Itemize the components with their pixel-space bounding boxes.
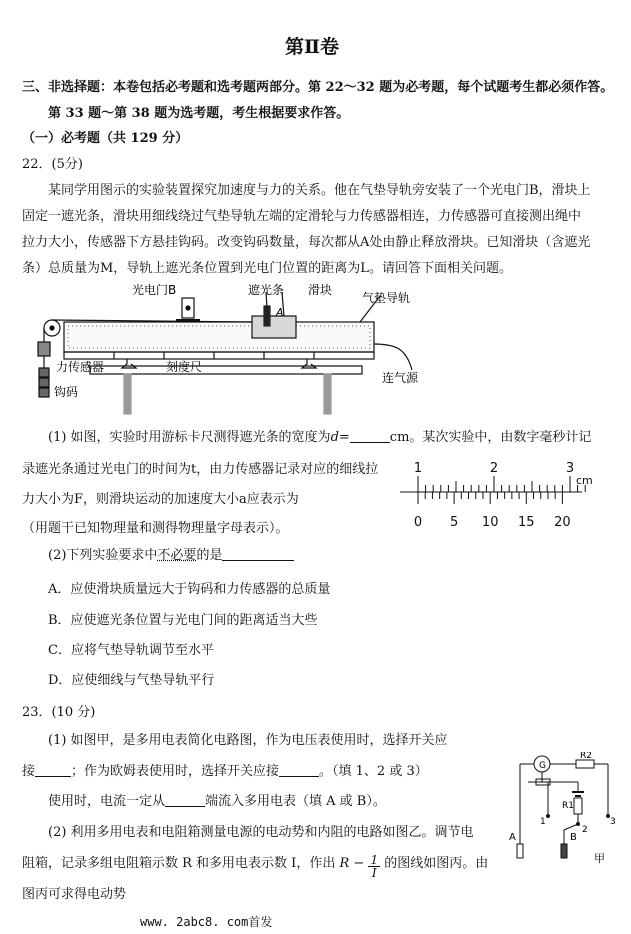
q22-part1-line: (1) 如图，实验时用游标卡尺测得遮光条的宽度为d= cm。某次实验中，由数字毫秒计记: [48, 430, 592, 445]
air-hose: [374, 344, 412, 370]
resistor-r1: [574, 798, 582, 814]
q23-part2-line: (2) 利用多用电表和电阻箱测量电源的电动势和内阻的电路如图乙。调节电: [48, 825, 474, 840]
label-r2: R2: [580, 752, 592, 761]
label-strip: 遮光条: [248, 283, 285, 297]
label-a: A: [509, 832, 516, 843]
label-air: 连气源: [382, 371, 419, 385]
q22-part1-line: （用题干已知物理量和测得物理量字母表示）。: [22, 521, 289, 536]
fraction-one-over-i: $\frac{1}{I}$: [370, 853, 379, 880]
table-top: [90, 366, 362, 374]
answer-blank-terminal[interactable]: [165, 794, 205, 807]
subsection-heading: （一）必考题（共 129 分）: [22, 131, 189, 146]
label-gate: 光电门B: [132, 283, 177, 297]
label-ruler: 刻度尺: [166, 360, 203, 374]
answer-blank-ohmmeter[interactable]: [279, 764, 319, 777]
main-scale-label: 1: [413, 461, 423, 476]
vernier-label: 15: [518, 515, 535, 530]
label-r1: R1: [562, 801, 574, 811]
circuit-caption: 甲: [594, 852, 605, 865]
slider-block: [252, 316, 296, 338]
q22-part1-line: 力大小为F，则滑块运动的加速度大小a应表示为: [22, 492, 299, 507]
q23-part2-line: 阻箱，记录多组电阻箱示数 R 和多用电表示数 I，作出 R − $\frac{1}{I}$ 的图线如图丙。由: [22, 853, 489, 880]
q22-para-line: 条）总质量为M，导轨上遮光条位置到光电门位置的距离为L。请回答下面相关问题。: [22, 261, 512, 276]
weight: [39, 378, 49, 387]
label-b: B: [570, 832, 577, 843]
page-title: 第Ⅱ卷: [285, 36, 340, 58]
option-d: D．应使细线与气垫导轨平行: [48, 673, 215, 688]
q22-para-line: 固定一遮光条，滑块用细线绕过气垫导轨左端的定滑轮与力传感器相连，力传感器可直接测出绳中: [22, 209, 582, 224]
option-c: C．应将气垫导轨调节至水平: [48, 643, 214, 658]
label-n3: 3: [610, 817, 616, 827]
support-right: [302, 359, 316, 368]
q23-heading: 23．(10 分): [22, 705, 96, 720]
force-sensor: [38, 342, 50, 356]
selector-switch: [564, 824, 578, 830]
circuit-diagram: [508, 752, 618, 872]
label-slider: 滑块: [308, 283, 333, 297]
resistor-r2: [576, 760, 594, 768]
q23-part2-line: 图丙可求得电动势: [22, 887, 127, 902]
support-left: [122, 359, 136, 368]
label-n2: 2: [582, 825, 588, 835]
q23-part1-line: 接 ；作为欧姆表使用时，选择开关应接 。（填 1、2 或 3）: [22, 764, 428, 779]
weight: [39, 368, 49, 377]
q22-part1-line: 录遮光条通过光电门的时间为t，由力传感器记录对应的细线拉: [22, 462, 379, 477]
label-g: G: [539, 761, 546, 771]
ruler-bar: [64, 352, 374, 359]
vernier-label: 20: [554, 515, 571, 530]
main-scale-unit: cm: [576, 474, 593, 487]
q22-heading: 22．(5分): [22, 157, 83, 172]
vernier-label: 10: [481, 515, 499, 530]
footer-watermark: www. 2abc8. com首发: [140, 915, 273, 929]
light-strip: [264, 306, 270, 326]
probe-b: [561, 844, 567, 858]
label-point-a: A: [276, 306, 284, 319]
probe-a: [517, 844, 523, 858]
label-sensor: 力传感器: [56, 360, 105, 374]
answer-blank-part2[interactable]: [222, 548, 294, 561]
main-scale-label: 2: [489, 461, 499, 476]
label-track: 气垫导轨: [362, 291, 411, 305]
apparatus-diagram: [20, 278, 440, 418]
q23-part1-line: 使用时，电流一定从 端流入多用电表（填 A 或 B）。: [48, 794, 386, 809]
q22-part2: (2)下列实验要求中不必要的是: [48, 548, 294, 564]
answer-blank-voltmeter[interactable]: [35, 764, 71, 777]
main-scale-label: 3: [565, 461, 575, 476]
label-weights: 钩码: [54, 385, 79, 399]
answer-blank-d[interactable]: [350, 430, 390, 443]
vernier-label: 5: [449, 515, 459, 530]
q23-part1-line: (1) 如图甲，是多用电表简化电路图，作为电压表使用时，选择开关应: [48, 733, 448, 748]
air-track: [64, 322, 374, 352]
section-heading: 三、非选择题：本卷包括必考题和选考题两部分。第 22～32 题为必考题，每个试题考生都必须作答。: [22, 80, 614, 95]
q22-para-line: 某同学用图示的实验装置探究加速度与力的关系。他在气垫导轨旁安装了一个光电门B，滑块上: [48, 183, 591, 198]
option-b: B．应使遮光条位置与光电门间的距离适当大些: [48, 613, 318, 628]
section-heading-cont: 第 33 题～第 38 题为选考题，考生根据要求作答。: [48, 106, 350, 121]
vernier-caliper: [398, 458, 608, 530]
q22-para-line: 拉力大小，传感器下方悬挂钩码。改变钩码数量，每次都从A处由静止释放滑块。已知滑块（含遮光: [22, 235, 591, 250]
weight: [39, 388, 49, 397]
vernier-label: 0: [413, 515, 423, 530]
option-a: A．应使滑块质量远大于钩码和力传感器的总质量: [48, 582, 331, 597]
label-n1: 1: [540, 817, 546, 827]
